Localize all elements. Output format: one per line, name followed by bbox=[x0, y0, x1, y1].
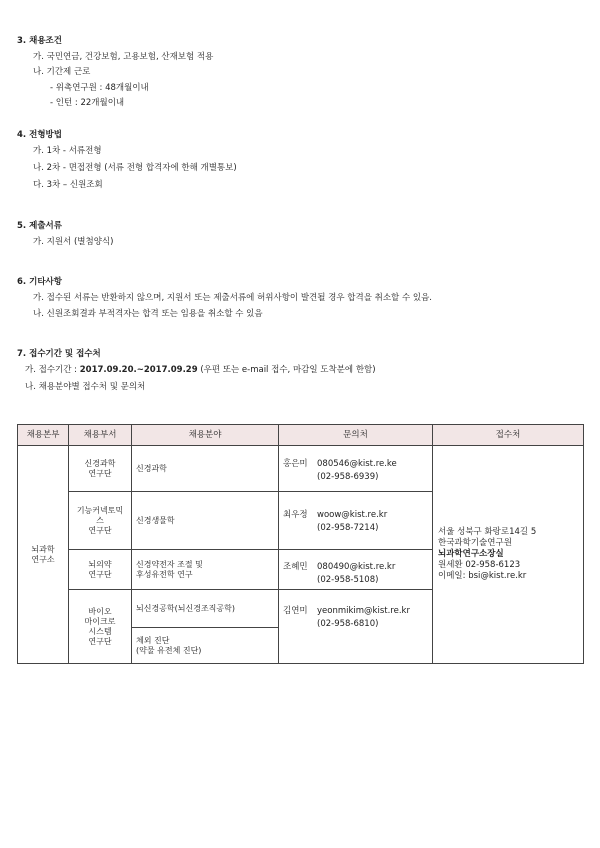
department-line: 뇌의약 bbox=[88, 559, 112, 569]
reception-person: 원세환 02-958-6123 bbox=[438, 560, 521, 570]
contact-email[interactable]: yeonmikim@kist.re.kr bbox=[317, 606, 410, 616]
contact-name: 홍은미 bbox=[283, 459, 308, 469]
department-cell bbox=[69, 446, 132, 492]
field-cell: 뇌신경공학(뇌신경조직공학) bbox=[132, 590, 279, 628]
table-header-row bbox=[18, 425, 584, 446]
department-cell bbox=[69, 492, 132, 550]
reception-institute: 한국과학기술연구원 bbox=[438, 538, 512, 548]
section-3-item: 가. 국민연금, 건강보험, 고용보험, 산재보험 적용 bbox=[33, 52, 214, 62]
section-3-subitem: - 인턴 : 22개월이내 bbox=[50, 98, 125, 108]
contact-phone: (02-958-5108) bbox=[317, 575, 379, 585]
reception-cell bbox=[433, 446, 584, 664]
division-line: 뇌과학 bbox=[31, 544, 55, 554]
section-4-item: 가. 1차 - 서류전형 bbox=[33, 146, 102, 156]
contact-phone: (02-958-7214) bbox=[317, 523, 379, 533]
reception-email[interactable]: 이메일: bsi@kist.re.kr bbox=[438, 571, 527, 581]
reception-office: 뇌과학연구소장실 bbox=[438, 549, 504, 559]
contact-email[interactable]: woow@kist.re.kr bbox=[317, 510, 388, 520]
department-line: 마이크로 bbox=[84, 616, 116, 626]
department-line: 연구단 bbox=[88, 636, 112, 646]
contact-cell bbox=[279, 492, 433, 550]
field-cell: 신경약전자 조절 및 후성유전학 연구 bbox=[132, 550, 279, 590]
table-header-department: 채용부서 bbox=[69, 425, 132, 446]
department-line: 기능커넥토믹 bbox=[76, 505, 124, 515]
department-line: 연구단 bbox=[88, 525, 112, 535]
section-4-item: 나. 2차 - 면접전형 (서류 전형 합격자에 한해 개별통보) bbox=[33, 163, 237, 173]
contact-phone: (02-958-6939) bbox=[317, 472, 379, 482]
reception-address: 서울 성북구 화랑로14길 5 bbox=[438, 527, 537, 537]
section-6-item: 가. 접수된 서류는 반환하지 않으며, 지원서 또는 제출서류에 허위사항이 발견될 경우 합격을 취소할 수 있음. bbox=[33, 293, 433, 303]
recruitment-table bbox=[17, 424, 584, 664]
contact-phone: (02-958-6810) bbox=[317, 619, 379, 629]
section-7-item-2: 나. 채용분야별 접수처 및 문의처 bbox=[25, 382, 146, 392]
table-header-reception: 접수처 bbox=[433, 425, 584, 446]
section-4-item: 다. 3차 – 신원조회 bbox=[33, 180, 103, 190]
section-7-item-1-prefix: 가. 접수기간 : bbox=[25, 365, 80, 375]
section-6-item: 나. 신원조회결과 부적격자는 합격 또는 임용을 취소할 수 있음 bbox=[33, 309, 263, 319]
field-cell: 신경과학 bbox=[132, 446, 279, 492]
section-5-item: 가. 지원서 (별첨양식) bbox=[33, 237, 114, 247]
table-row bbox=[18, 446, 584, 492]
section-4-heading: 4. 전형방법 bbox=[17, 130, 62, 140]
table-header-division: 채용본부 bbox=[18, 425, 69, 446]
department-cell bbox=[69, 590, 132, 664]
section-7-item-1 bbox=[25, 365, 376, 376]
contact-cell bbox=[279, 550, 433, 590]
contact-email[interactable]: 080546@kist.re.ke bbox=[317, 459, 397, 469]
section-3-subitem: - 위촉연구원 : 48개월이내 bbox=[50, 83, 149, 93]
section-3-item: 나. 기간제 근로 bbox=[33, 67, 91, 77]
contact-name: 조혜민 bbox=[283, 562, 308, 572]
section-3-heading: 3. 채용조건 bbox=[17, 36, 62, 46]
contact-email[interactable]: 080490@kist.re.kr bbox=[317, 562, 396, 572]
table-header-contact: 문의처 bbox=[279, 425, 433, 446]
contact-cell bbox=[279, 590, 433, 664]
department-line: 스 bbox=[96, 515, 104, 525]
contact-cell bbox=[279, 446, 433, 492]
division-line: 연구소 bbox=[31, 554, 55, 564]
section-5-heading: 5. 제출서류 bbox=[17, 221, 62, 231]
field-cell: 신경생물학 bbox=[132, 492, 279, 550]
division-cell bbox=[18, 446, 69, 664]
section-7-item-1-dates: 2017.09.20.~2017.09.29 bbox=[79, 365, 198, 375]
section-7-item-1-suffix: (우편 또는 e-mail 접수, 마감일 도착분에 한함) bbox=[197, 365, 376, 375]
department-line: 시스템 bbox=[88, 626, 112, 636]
department-line: 연구단 bbox=[88, 569, 112, 579]
field-cell: 체외 진단 (약물 유전체 진단) bbox=[132, 628, 279, 664]
department-line: 신경과학 bbox=[84, 458, 116, 468]
department-line: 연구단 bbox=[88, 468, 112, 478]
section-6-heading: 6. 기타사항 bbox=[17, 277, 62, 287]
department-line: 바이오 bbox=[88, 606, 112, 616]
table-header-field: 채용분야 bbox=[132, 425, 279, 446]
section-7-heading: 7. 접수기간 및 접수처 bbox=[17, 349, 101, 359]
department-cell bbox=[69, 550, 132, 590]
contact-name: 최우정 bbox=[283, 510, 308, 520]
contact-name: 김연미 bbox=[283, 606, 308, 616]
